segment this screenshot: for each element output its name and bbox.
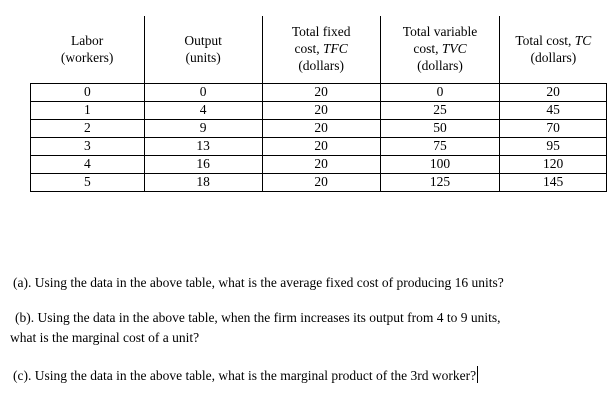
cell-output: 18 (144, 174, 262, 192)
table-row (31, 84, 607, 102)
header-output-line2: (units) (185, 49, 221, 65)
header-tc-line1: Total cost, TC (515, 32, 592, 48)
question-b-line2: what is the marginal cost of a unit? (10, 330, 200, 345)
cell-tc: 70 (500, 120, 607, 138)
cell-tc: 45 (500, 102, 607, 120)
cell-labor: 5 (31, 174, 145, 192)
cell-tc: 145 (500, 174, 607, 192)
question-a (13, 273, 603, 293)
cell-tvc: 25 (380, 102, 499, 120)
header-tvc (380, 16, 499, 84)
table-header-row (31, 16, 607, 84)
cell-tc: 20 (500, 84, 607, 102)
cell-labor: 2 (31, 120, 145, 138)
header-tvc-line1: Total variable (402, 24, 478, 40)
header-labor (31, 16, 145, 84)
header-output (144, 16, 262, 84)
cell-tc: 120 (500, 156, 607, 174)
cell-output: 0 (144, 84, 262, 102)
abbreviation: TC (574, 32, 592, 48)
cost-table (30, 16, 607, 192)
header-tfc (262, 16, 380, 84)
question-c-text: (c). Using the data in the above table, what is the marginal product of the 3rd worker? (13, 368, 477, 383)
header-tfc-line1: Total fixed (291, 24, 351, 40)
cell-tfc: 20 (262, 84, 380, 102)
cell-tc: 95 (500, 138, 607, 156)
abbreviation: TVC (441, 41, 467, 57)
cell-tfc: 20 (262, 174, 380, 192)
cell-output: 13 (144, 138, 262, 156)
question-c[interactable] (13, 366, 603, 386)
table-row (31, 120, 607, 138)
cell-output: 9 (144, 120, 262, 138)
cell-tfc: 20 (262, 120, 380, 138)
cell-labor: 3 (31, 138, 145, 156)
cell-tvc: 75 (380, 138, 499, 156)
abbreviation: TFC (323, 41, 348, 57)
table-row (31, 156, 607, 174)
cell-tvc: 50 (380, 120, 499, 138)
table-row (31, 138, 607, 156)
question-a-text: (a). Using the data in the above table, what is the average fixed cost of producing 16 units? (13, 275, 504, 290)
table-row (31, 174, 607, 192)
table-row (31, 102, 607, 120)
header-tfc-line3: (dollars) (298, 57, 345, 73)
cell-output: 16 (144, 156, 262, 174)
cell-tvc: 125 (380, 174, 499, 192)
header-labor-line1: Labor (71, 32, 104, 48)
cell-tfc: 20 (262, 156, 380, 174)
question-b-line1: (b). Using the data in the above table, when the firm increases its output from 4 to 9 units, (15, 310, 501, 325)
header-tc (500, 16, 607, 84)
header-labor-line2: (workers) (60, 49, 114, 65)
header-tvc-line3: (dollars) (417, 57, 463, 73)
header-tfc-line2: cost, TFC (294, 41, 348, 57)
question-b (10, 308, 600, 348)
header-tc-line2: (dollars) (530, 49, 577, 65)
cell-tfc: 20 (262, 138, 380, 156)
cell-labor: 1 (31, 102, 145, 120)
cell-labor: 4 (31, 156, 145, 174)
header-output-line1: Output (184, 32, 222, 48)
cell-tfc: 20 (262, 102, 380, 120)
cell-labor: 0 (31, 84, 145, 102)
text-cursor (477, 366, 478, 383)
cell-tvc: 100 (380, 156, 499, 174)
header-tvc-line2: cost, TVC (413, 41, 467, 57)
cell-output: 4 (144, 102, 262, 120)
cell-tvc: 0 (380, 84, 499, 102)
